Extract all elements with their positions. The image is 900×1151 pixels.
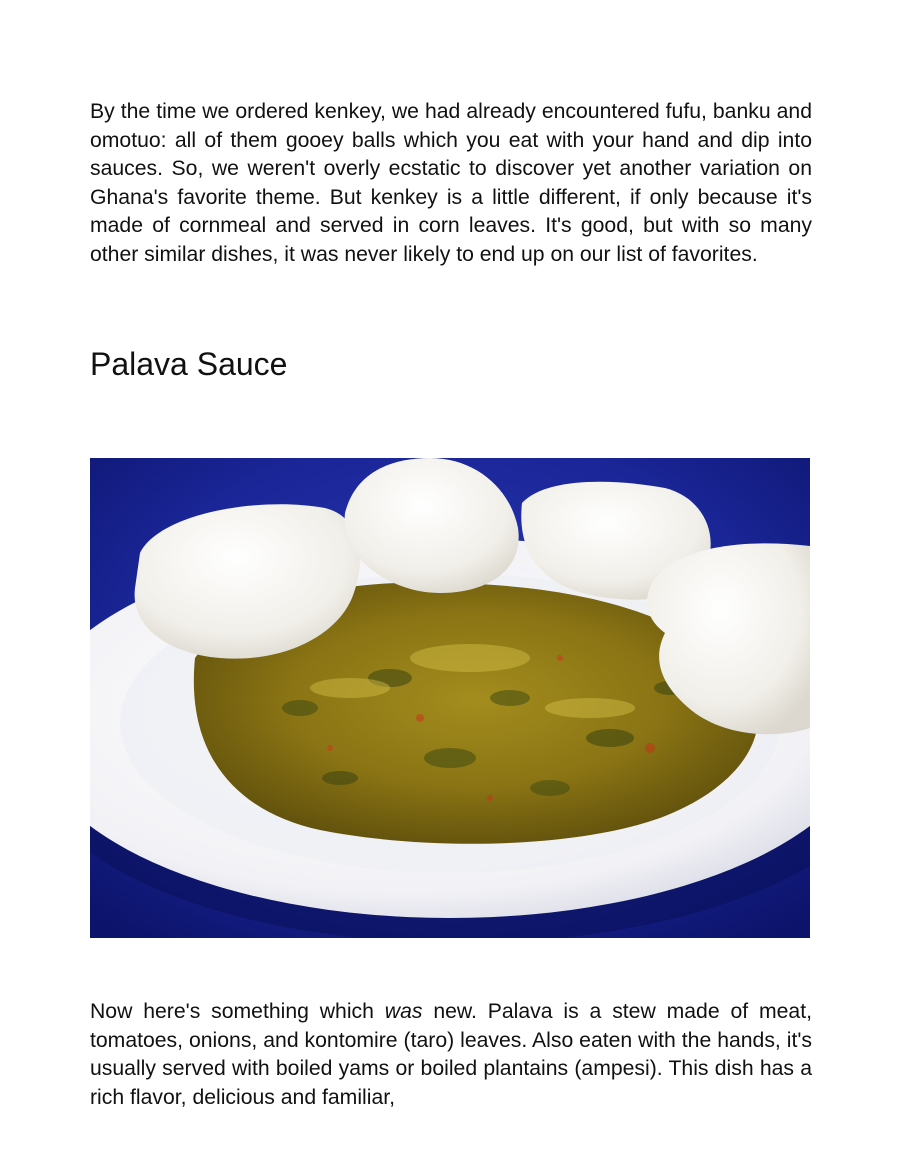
intro-paragraph: By the time we ordered kenkey, we had already encountered fufu, banku and omotuo: all of them gooey balls which you eat with your hand and dip into sauces. So, we weren't overly ecstatic to discover yet another variation on Ghana's favorite theme. But kenkey is a little different, if only because it's made of cornmeal and served in corn leaves. It's good, but with so many other similar dishes, it was never likely to end up on our list of favorites. bbox=[90, 100, 812, 266]
section-paragraph-emphasis: was bbox=[384, 1000, 423, 1023]
section-paragraph bbox=[90, 998, 812, 1112]
section-heading: Palava Sauce bbox=[90, 346, 288, 382]
section-paragraph-rest: new. Palava is a stew made of meat, tomatoes, onions, and kontomire (taro) leaves. Also eaten with the hands, it's usually served with boiled yams or boiled plantains (ampesi). This dish has a rich flavor, delicious and familiar, bbox=[90, 1000, 812, 1109]
palava-sauce-photo bbox=[90, 458, 810, 938]
section-paragraph-lead: Now here's something which bbox=[90, 1000, 385, 1023]
